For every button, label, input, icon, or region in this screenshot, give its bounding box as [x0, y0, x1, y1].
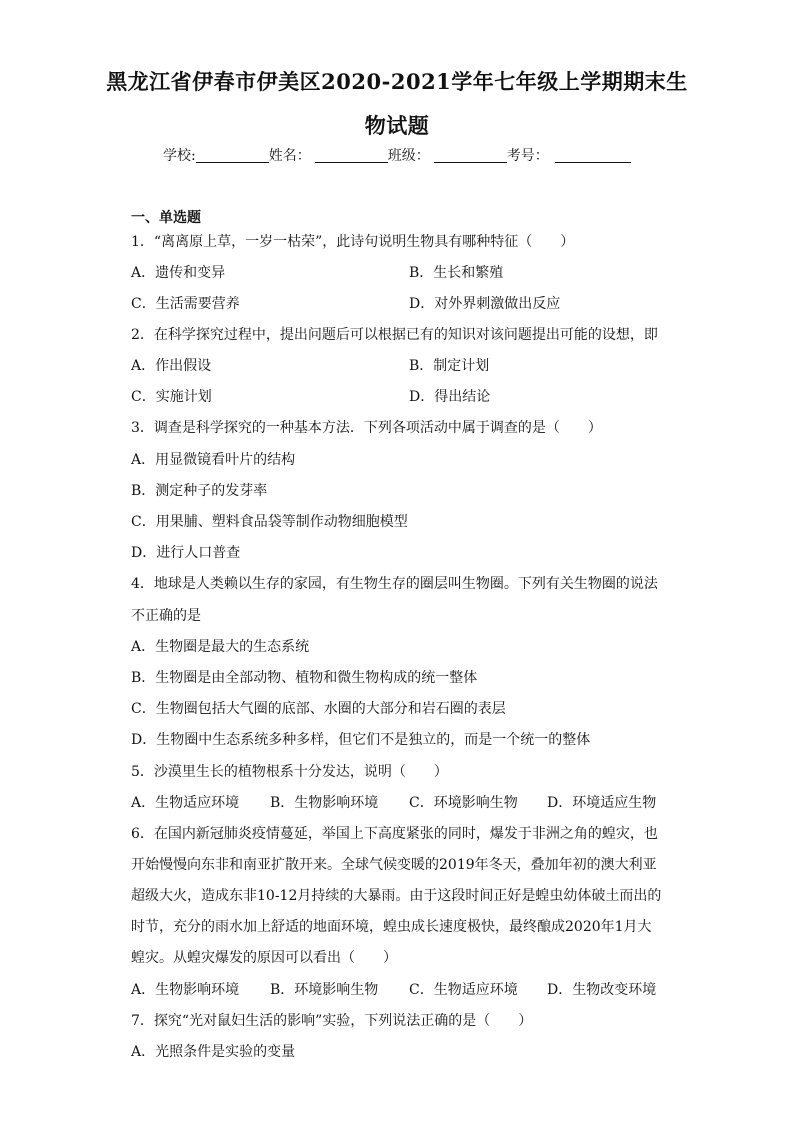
question-7-stem: 7．探究“光对鼠妇生活的影响”实验，下列说法正确的是（ ）	[131, 1013, 533, 1029]
question-4-stem-line-1: 4．地球是人类赖以生存的家园，有生物生存的圈层叫生物圈。下列有关生物圈的说法	[131, 576, 658, 592]
name-label: 姓名：	[268, 148, 311, 164]
question-1-stem: 1．“离离原上草，一岁一枯荣”，此诗句说明生物具有哪种特征（ ）	[131, 234, 575, 250]
question-2-option-d: D．得出结论	[409, 389, 491, 405]
question-6-option-d: D．生物改变环境	[547, 982, 657, 998]
question-5-option-c: C．环境影响生物	[409, 795, 518, 811]
question-6-option-c: C．生物适应环境	[409, 982, 518, 998]
question-3-option-b: B．测定种子的发芽率	[131, 483, 268, 499]
question-4-option-c: C．生物圈包括大气圈的底部、水圈的大部分和岩石圈的表层	[131, 701, 506, 717]
name-blank	[315, 148, 388, 163]
section-heading: 一、单选题	[131, 210, 201, 226]
question-1-option-d: D．对外界刺激做出反应	[409, 296, 561, 312]
class-blank	[434, 148, 507, 163]
question-1-option-b: B．生长和繁殖	[409, 265, 504, 281]
question-6-stem-line-4: 时节，充分的雨水加上舒适的地面环境，蝗虫成长速度极快，最终酿成2020年1月大	[131, 919, 652, 935]
question-3-option-d: D．进行人口普查	[131, 545, 241, 561]
question-6-option-b: B．环境影响生物	[270, 982, 379, 998]
exam-title-line-1: 黑龙江省伊春市伊美区2020-2021学年七年级上学期期末生	[106, 69, 688, 94]
exam-title-line-2: 物试题	[364, 113, 430, 138]
class-label: 班级：	[387, 148, 430, 164]
question-4-option-a: A．生物圈是最大的生态系统	[131, 639, 310, 655]
question-4-option-d: D．生物圈中生态系统多种多样，但它们不是独立的，而是一个统一的整体	[131, 732, 591, 748]
question-6-stem-line-2: 开始慢慢向东非和南亚扩散开来。全球气候变暖的2019年冬天，叠加年初的澳大利亚	[131, 857, 657, 873]
question-2-option-b: B．制定计划	[409, 358, 490, 374]
question-3-stem: 3．调查是科学探究的一种基本方法．下列各项活动中属于调查的是（ ）	[131, 420, 602, 436]
question-1-option-a: A．遗传和变异	[131, 265, 226, 281]
question-5-option-b: B．生物影响环境	[270, 795, 379, 811]
exam-number-label: 考号：	[506, 148, 549, 164]
question-6-stem-line-3: 超级大火，造成东非10-12月持续的大暴雨。由于这段时间正好是蝗虫幼体破土而出的	[131, 888, 662, 904]
question-3-option-a: A．用显微镜看叶片的结构	[131, 452, 296, 468]
question-1-option-c: C．生活需要营养	[131, 296, 240, 312]
question-5-option-d: D．环境适应生物	[547, 795, 657, 811]
question-3-option-c: C．用果脯、塑料食品袋等制作动物细胞模型	[131, 514, 408, 530]
question-2-stem: 2．在科学探究过程中，提出问题后可以根据已有的知识对该问题提出可能的设想，即	[131, 327, 658, 343]
question-2-option-c: C．实施计划	[131, 389, 212, 405]
student-info-row	[163, 145, 631, 165]
school-blank	[196, 148, 269, 163]
school-label: 学校:	[163, 148, 196, 164]
question-5-stem: 5．沙漠里生长的植物根系十分发达，说明（ ）	[131, 764, 448, 780]
question-6-option-a: A．生物影响环境	[131, 982, 240, 998]
question-6-stem-line-1: 6．在国内新冠肺炎疫情蔓延，举国上下高度紧张的同时，爆发于非洲之角的蝗灾，也	[131, 826, 658, 842]
question-4-option-b: B．生物圈是由全部动物、植物和微生物构成的统一整体	[131, 670, 478, 686]
exam-number-blank	[555, 148, 631, 163]
question-6-stem-line-5: 蝗灾。从蝗灾爆发的原因可以看出（ ）	[131, 950, 397, 966]
question-2-option-a: A．作出假设	[131, 358, 212, 374]
question-4-stem-line-2: 不正确的是	[131, 608, 201, 624]
question-5-option-a: A．生物适应环境	[131, 795, 240, 811]
question-7-option-a: A．光照条件是实验的变量	[131, 1044, 296, 1060]
